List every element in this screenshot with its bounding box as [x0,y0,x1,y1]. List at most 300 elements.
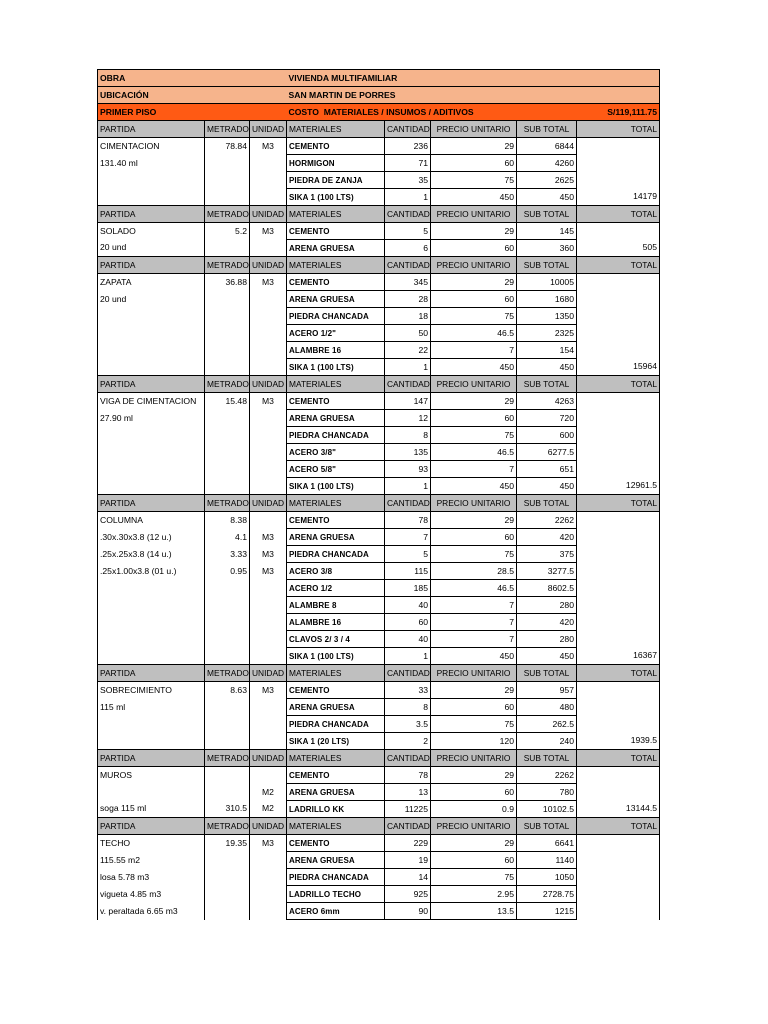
col-header-cantidad: CANTIDAD [385,665,431,682]
total-cell [577,767,660,784]
col-header-total: TOTAL [577,121,660,138]
precio-cell: 29 [431,274,517,291]
metrado-cell [205,852,250,869]
obra-value: VIVIENDA MULTIFAMILIAR [287,70,660,87]
partida-cell: COLUMNA [98,512,205,529]
col-header-sub-total: SUB TOTAL [517,665,577,682]
material-cell: CEMENTO [287,393,385,410]
material-cell: SIKA 1 (100 LTS) [287,648,385,665]
precio-cell: 7 [431,597,517,614]
material-cell: ARENA GRUESA [287,852,385,869]
cantidad-cell: 229 [385,835,431,852]
partida-cell: TECHO [98,835,205,852]
material-cell: SIKA 1 (100 LTS) [287,478,385,495]
partida-cell [98,189,205,206]
total-cell [577,325,660,342]
ubicacion-row [98,87,660,104]
col-header-metrado: METRADO [205,257,250,274]
total-cell [577,716,660,733]
material-cell: ACERO 1/2 [287,580,385,597]
total-cell: 12961.5 [577,478,660,495]
table-row [98,512,660,529]
col-header-partida: PARTIDA [98,665,205,682]
unidad-cell: M3 [250,835,287,852]
unidad-cell [250,410,287,427]
total-cell [577,580,660,597]
col-header-metrado: METRADO [205,206,250,223]
table-row [98,138,660,155]
column-header-row [98,750,660,767]
material-cell: ALAMBRE 16 [287,614,385,631]
col-header-sub-total: SUB TOTAL [517,818,577,835]
metrado-cell [205,614,250,631]
cantidad-cell: 115 [385,563,431,580]
precio-cell: 60 [431,410,517,427]
partida-cell: .25x1.00x3.8 (01 u.) [98,563,205,580]
col-header-metrado: METRADO [205,376,250,393]
subtotal-cell: 480 [517,699,577,716]
unidad-cell: M3 [250,563,287,580]
partida-cell [98,631,205,648]
material-cell: CEMENTO [287,682,385,699]
table-row [98,784,660,801]
cantidad-cell: 5 [385,546,431,563]
col-header-unidad: UNIDAD [250,257,287,274]
total-cell: 13144.5 [577,801,660,818]
col-header-precio-unitario: PRECIO UNITARIO [431,206,517,223]
table-row [98,325,660,342]
table-row [98,393,660,410]
unidad-cell [250,886,287,903]
total-cell [577,172,660,189]
table-row [98,648,660,665]
cantidad-cell: 40 [385,597,431,614]
table-row [98,631,660,648]
partida-cell [98,444,205,461]
cantidad-cell: 925 [385,886,431,903]
table-row [98,274,660,291]
metrado-cell [205,597,250,614]
total-cell [577,291,660,308]
unidad-cell [250,631,287,648]
column-header-row [98,257,660,274]
metrado-cell [205,155,250,172]
unidad-cell [250,308,287,325]
unidad-cell [250,444,287,461]
partida-cell [98,614,205,631]
metrado-cell: 0.95 [205,563,250,580]
table-row [98,529,660,546]
subtotal-cell: 6641 [517,835,577,852]
col-header-partida: PARTIDA [98,257,205,274]
partida-cell [98,308,205,325]
col-header-materiales: MATERIALES [287,257,385,274]
metrado-cell: 78.84 [205,138,250,155]
table-row [98,580,660,597]
precio-cell: 450 [431,648,517,665]
subtotal-cell: 1140 [517,852,577,869]
col-header-sub-total: SUB TOTAL [517,121,577,138]
partida-cell: 20 und [98,291,205,308]
col-header-partida: PARTIDA [98,818,205,835]
precio-cell: 120 [431,733,517,750]
partida-cell [98,597,205,614]
material-cell: LADRILLO KK [287,801,385,818]
partida-cell: SOBRECIMIENTO [98,682,205,699]
precio-cell: 75 [431,716,517,733]
metrado-cell [205,631,250,648]
material-cell: ACERO 5/8" [287,461,385,478]
precio-cell: 7 [431,631,517,648]
subtotal-cell: 8602.5 [517,580,577,597]
unidad-cell: M2 [250,784,287,801]
cantidad-cell: 33 [385,682,431,699]
subtotal-cell: 420 [517,614,577,631]
ubicacion-label: UBICACIÓN [98,87,287,104]
col-header-materiales: MATERIALES [287,121,385,138]
subtotal-cell: 10102.5 [517,801,577,818]
costo-label: COSTO [288,106,319,117]
unidad-cell: M3 [250,682,287,699]
precio-cell: 75 [431,869,517,886]
material-cell: ARENA GRUESA [287,240,385,257]
total-cell [577,682,660,699]
col-header-sub-total: SUB TOTAL [517,206,577,223]
metrado-cell: 8.38 [205,512,250,529]
unidad-cell [250,699,287,716]
subtotal-cell: 154 [517,342,577,359]
metrado-cell [205,478,250,495]
material-cell: ARENA GRUESA [287,291,385,308]
partida-cell: .30x.30x3.8 (12 u.) [98,529,205,546]
table-row [98,767,660,784]
precio-cell: 450 [431,189,517,206]
grand-total: S/119,111.75 [577,104,660,121]
table-row [98,682,660,699]
cantidad-cell: 8 [385,427,431,444]
subtotal-cell: 2262 [517,767,577,784]
total-cell [577,410,660,427]
partida-cell [98,648,205,665]
table-row [98,563,660,580]
col-header-sub-total: SUB TOTAL [517,376,577,393]
precio-cell: 29 [431,393,517,410]
table-row [98,886,660,903]
column-header-row [98,818,660,835]
unidad-cell [250,614,287,631]
total-cell [577,393,660,410]
table-row [98,427,660,444]
col-header-total: TOTAL [577,750,660,767]
subtotal-cell: 240 [517,733,577,750]
partida-cell [98,716,205,733]
material-cell: PIEDRA DE ZANJA [287,172,385,189]
subtotal-cell: 262.5 [517,716,577,733]
table-row [98,733,660,750]
partida-cell: CIMENTACION [98,138,205,155]
precio-cell: 75 [431,308,517,325]
material-cell: SIKA 1 (20 LTS) [287,733,385,750]
table-row [98,172,660,189]
total-cell [577,699,660,716]
cantidad-cell: 60 [385,614,431,631]
subtotal-cell: 2325 [517,325,577,342]
column-header-row [98,376,660,393]
metrado-cell [205,410,250,427]
partida-cell: 27.90 ml [98,410,205,427]
subtotal-cell: 3277.5 [517,563,577,580]
cantidad-cell: 1 [385,189,431,206]
material-cell: ARENA GRUESA [287,784,385,801]
material-cell: PIEDRA CHANCADA [287,869,385,886]
unidad-cell [250,869,287,886]
partida-cell: 115 ml [98,699,205,716]
col-header-total: TOTAL [577,206,660,223]
table-row [98,240,660,257]
cantidad-cell: 1 [385,359,431,376]
col-header-metrado: METRADO [205,750,250,767]
col-header-materiales: MATERIALES [287,206,385,223]
table-row [98,869,660,886]
precio-cell: 60 [431,699,517,716]
metrado-cell [205,291,250,308]
subtotal-cell: 4260 [517,155,577,172]
subtotal-cell: 957 [517,682,577,699]
material-cell: SIKA 1 (100 LTS) [287,189,385,206]
metrado-cell [205,444,250,461]
metrado-cell [205,699,250,716]
material-cell: SIKA 1 (100 LTS) [287,359,385,376]
partida-cell [98,427,205,444]
table-row [98,614,660,631]
cantidad-cell: 7 [385,529,431,546]
material-cell: ACERO 6mm [287,903,385,920]
subtotal-cell: 2262 [517,512,577,529]
partida-cell: .25x.25x3.8 (14 u.) [98,546,205,563]
material-cell: CEMENTO [287,138,385,155]
table-row [98,546,660,563]
total-cell [577,784,660,801]
total-cell [577,835,660,852]
cantidad-cell: 6 [385,240,431,257]
material-cell: CEMENTO [287,835,385,852]
col-header-total: TOTAL [577,818,660,835]
metrado-cell: 36.88 [205,274,250,291]
cantidad-cell: 236 [385,138,431,155]
precio-cell: 46.5 [431,325,517,342]
material-cell: LADRILLO TECHO [287,886,385,903]
cantidad-cell: 90 [385,903,431,920]
cantidad-cell: 19 [385,852,431,869]
partida-cell: SOLADO [98,223,205,240]
cantidad-cell: 135 [385,444,431,461]
unidad-cell [250,155,287,172]
partida-cell [98,478,205,495]
material-cell: CEMENTO [287,223,385,240]
precio-cell: 75 [431,172,517,189]
unidad-cell [250,648,287,665]
col-header-cantidad: CANTIDAD [385,495,431,512]
subtotal-cell: 4263 [517,393,577,410]
precio-cell: 7 [431,342,517,359]
material-cell: PIEDRA CHANCADA [287,546,385,563]
table-row [98,716,660,733]
material-cell: ARENA GRUESA [287,529,385,546]
unidad-cell [250,172,287,189]
precio-cell: 28.5 [431,563,517,580]
col-header-cantidad: CANTIDAD [385,376,431,393]
subtotal-cell: 1350 [517,308,577,325]
total-cell [577,444,660,461]
col-header-unidad: UNIDAD [250,665,287,682]
metrado-cell: 3.33 [205,546,250,563]
partida-cell [98,325,205,342]
col-header-cantidad: CANTIDAD [385,257,431,274]
table-row [98,461,660,478]
metrado-cell: 8.63 [205,682,250,699]
subtotal-cell: 375 [517,546,577,563]
unidad-cell [250,597,287,614]
col-header-materiales: MATERIALES [287,818,385,835]
unidad-cell [250,733,287,750]
total-cell: 505 [577,240,660,257]
unidad-cell: M3 [250,393,287,410]
material-cell: CEMENTO [287,512,385,529]
col-header-materiales: MATERIALES [287,750,385,767]
unidad-cell: M3 [250,138,287,155]
material-cell: ACERO 1/2" [287,325,385,342]
col-header-partida: PARTIDA [98,495,205,512]
subtotal-cell: 360 [517,240,577,257]
precio-cell: 29 [431,682,517,699]
cantidad-cell: 18 [385,308,431,325]
precio-cell: 450 [431,478,517,495]
col-header-metrado: METRADO [205,495,250,512]
total-cell [577,597,660,614]
metrado-cell: 4.1 [205,529,250,546]
subtotal-cell: 1680 [517,291,577,308]
subtotal-cell: 450 [517,478,577,495]
unidad-cell [250,478,287,495]
unidad-cell [250,512,287,529]
metrado-cell: 15.48 [205,393,250,410]
precio-cell: 60 [431,240,517,257]
metrado-cell [205,359,250,376]
col-header-total: TOTAL [577,257,660,274]
col-header-materiales: MATERIALES [287,495,385,512]
cantidad-cell: 78 [385,512,431,529]
total-cell [577,631,660,648]
precio-cell: 29 [431,138,517,155]
unidad-cell [250,342,287,359]
table-row [98,835,660,852]
subtotal-cell: 1215 [517,903,577,920]
unidad-cell: M3 [250,546,287,563]
cantidad-cell: 147 [385,393,431,410]
unidad-cell [250,325,287,342]
metrado-cell [205,767,250,784]
metrado-cell [205,325,250,342]
subtotal-cell: 450 [517,359,577,376]
col-header-unidad: UNIDAD [250,206,287,223]
subtotal-cell: 1050 [517,869,577,886]
table-row [98,478,660,495]
partida-cell: v. peraltada 6.65 m3 [98,903,205,920]
precio-cell: 7 [431,461,517,478]
metrado-cell [205,903,250,920]
total-cell [577,155,660,172]
col-header-partida: PARTIDA [98,121,205,138]
subtotal-cell: 720 [517,410,577,427]
table-row [98,852,660,869]
table-row [98,223,660,240]
metrado-cell [205,461,250,478]
total-cell: 16367 [577,648,660,665]
total-cell [577,546,660,563]
partida-cell: MUROS [98,767,205,784]
cantidad-cell: 93 [385,461,431,478]
unidad-cell [250,852,287,869]
table-row [98,597,660,614]
col-header-unidad: UNIDAD [250,750,287,767]
total-cell [577,342,660,359]
metrado-cell [205,240,250,257]
subtotal-cell: 600 [517,427,577,444]
cantidad-cell: 3.5 [385,716,431,733]
material-cell: PIEDRA CHANCADA [287,716,385,733]
obra-row [98,70,660,87]
partida-cell: 20 und [98,240,205,257]
total-cell [577,529,660,546]
metrado-cell [205,886,250,903]
budget-sheet [97,69,660,920]
total-cell [577,427,660,444]
material-cell: ALAMBRE 8 [287,597,385,614]
cantidad-cell: 185 [385,580,431,597]
precio-cell: 75 [431,546,517,563]
cantidad-cell: 1 [385,478,431,495]
col-header-precio-unitario: PRECIO UNITARIO [431,750,517,767]
material-cell: CLAVOS 2/ 3 / 4 [287,631,385,648]
material-cell: ARENA GRUESA [287,410,385,427]
table-row [98,699,660,716]
total-cell [577,886,660,903]
table-row [98,189,660,206]
metrado-cell [205,784,250,801]
table-row [98,903,660,920]
partida-cell: VIGA DE CIMENTACION [98,393,205,410]
table-row [98,410,660,427]
material-cell: PIEDRA CHANCADA [287,308,385,325]
col-header-unidad: UNIDAD [250,121,287,138]
col-header-metrado: METRADO [205,121,250,138]
col-header-precio-unitario: PRECIO UNITARIO [431,818,517,835]
table-row [98,359,660,376]
partida-cell [98,580,205,597]
total-cell [577,563,660,580]
col-header-cantidad: CANTIDAD [385,206,431,223]
subtotal-cell: 280 [517,631,577,648]
cantidad-cell: 35 [385,172,431,189]
col-header-materiales: MATERIALES [287,665,385,682]
total-cell [577,461,660,478]
unidad-cell [250,291,287,308]
material-cell: CEMENTO [287,767,385,784]
partida-cell: 131.40 ml [98,155,205,172]
cantidad-cell: 2 [385,733,431,750]
costo-title [287,104,577,121]
subtotal-cell: 420 [517,529,577,546]
